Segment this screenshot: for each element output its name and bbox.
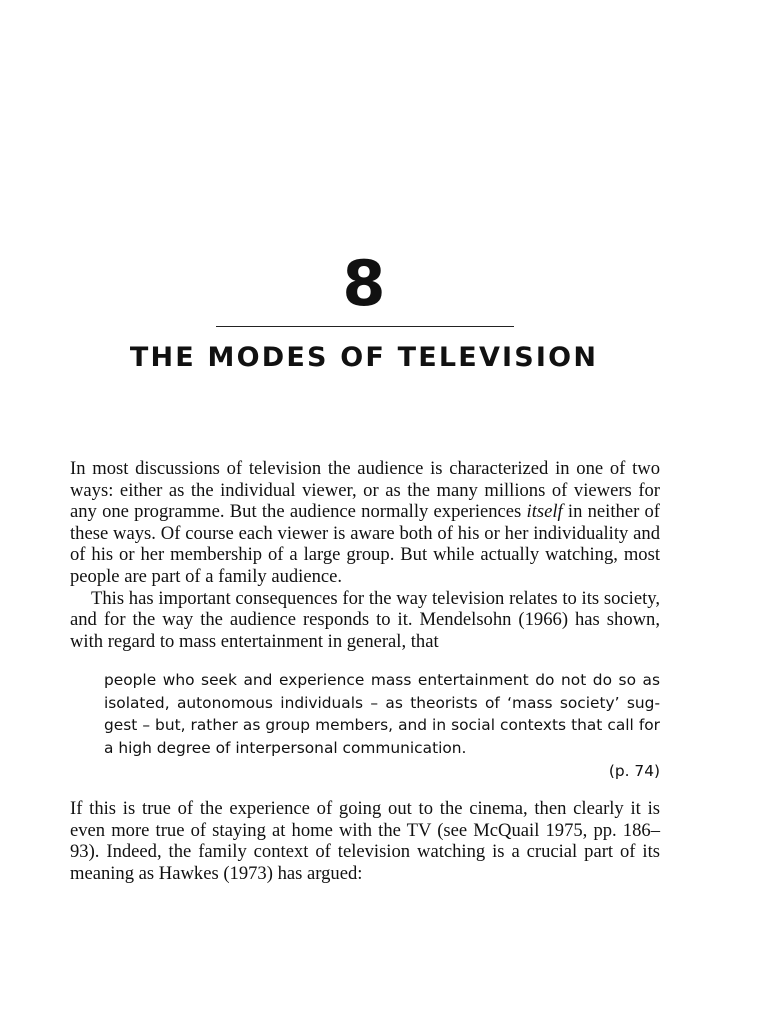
chapter-title: THE MODES OF TELEVISION (129, 342, 599, 373)
block-quote (104, 669, 660, 783)
body-text-lower (70, 798, 660, 884)
paragraph-1-emphasis: itself (526, 501, 563, 523)
body-text-upper (70, 458, 660, 652)
paragraph-2: This has important consequences for the way television relates to its society, and for the way the audience responds to it. Mendelsohn (1966) has shown, with regard to mass entertainment in general, that (70, 587, 660, 652)
paragraph-3: If this is true of the experience of going out to the cinema, then clearly it is even more true of staying at home with the TV (see McQuail 1975, pp. 186–93). Indeed, the family context of television watching is a crucial part of its meaning as Hawkes (1973) has argued: (70, 798, 660, 884)
block-quote-text: people who seek and experience mass entertainment do not do so as isolated, autonomous individuals – as theorists of ‘mass society’ sug-gest – but, rather as group members, and in social contexts that call for a high degree of interpersonal communication. (104, 671, 660, 757)
paragraph-1-start: In most discussions of television the audience is characterized in one of two ways: either as the individual viewer, or as the many millions of viewers for any one programme. But the audience normally experiences (70, 458, 660, 523)
paragraph-1-end: in neither of these ways. Of course each viewer is aware both of his or her individuality and of his or her membership of a large group. But while actually watching, most people are part of a family audience. (70, 501, 660, 587)
chapter-rule (216, 326, 514, 327)
chapter-number: 8 (342, 247, 386, 320)
paragraph-1 (70, 458, 660, 588)
block-quote-citation: (p. 74) (608, 762, 660, 780)
